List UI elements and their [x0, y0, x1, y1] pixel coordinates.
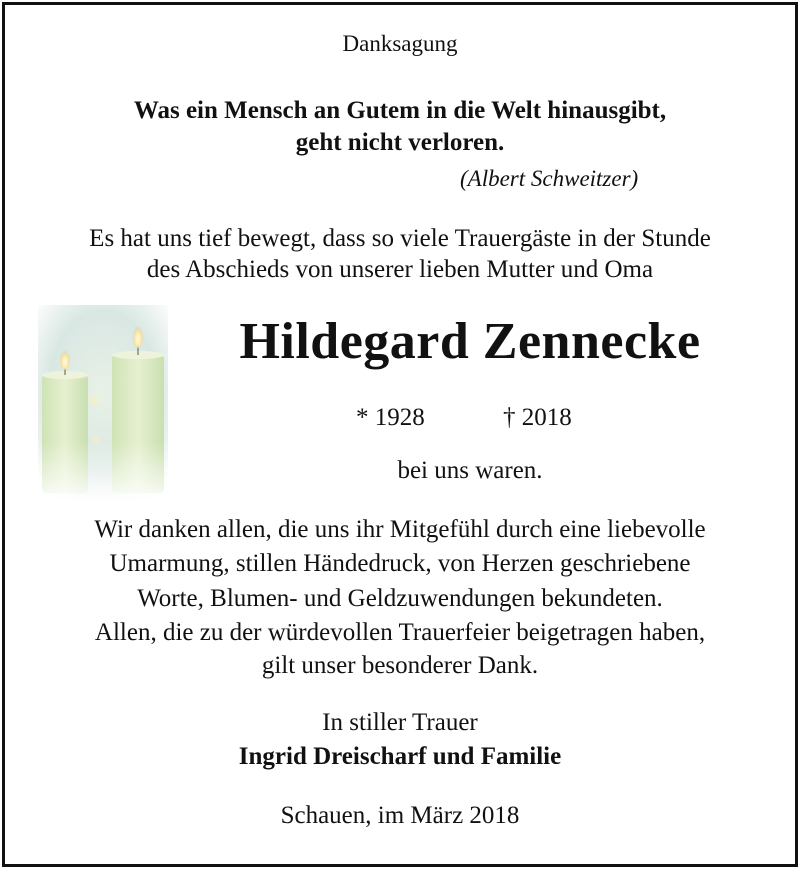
thanks-line: Wir danken allen, die uns ihr Mitgefühl durch eine liebevolle	[94, 516, 706, 543]
birth-year: * 1928	[356, 404, 425, 431]
thanks-line: gilt unser besonderer Dank.	[261, 652, 539, 679]
family-signature: Ingrid Dreischarf und Familie	[238, 743, 562, 770]
heading: Danksagung	[342, 31, 458, 56]
intro-line-1: Es hat uns tief bewegt, dass so viele Trauergäste in der Stunde	[89, 225, 711, 252]
intro-line-2: des Abschieds von unserer lieben Mutter und Oma	[146, 256, 654, 283]
quote-line-2: geht nicht verloren.	[295, 129, 505, 156]
candles-image	[38, 305, 168, 500]
quote-author: (Albert Schweitzer)	[460, 166, 639, 191]
were-with-us: bei uns waren.	[397, 457, 543, 484]
quote-line-1: Was ein Mensch an Gutem in die Welt hinausgibt,	[133, 97, 667, 124]
place-date: Schauen, im März 2018	[280, 802, 520, 829]
deceased-name: Hildegard Zennecke	[239, 313, 701, 370]
thanks-line: Allen, die zu der würdevollen Trauerfeier beigetragen haben,	[94, 619, 706, 646]
thanks-line: Worte, Blumen- und Geldzuwendungen bekundeten.	[137, 585, 663, 612]
death-year: † 2018	[503, 404, 572, 431]
thanks-line: Umarmung, stillen Händedruck, von Herzen geschriebene	[109, 550, 691, 577]
mourning-line: In stiller Trauer	[322, 709, 478, 736]
